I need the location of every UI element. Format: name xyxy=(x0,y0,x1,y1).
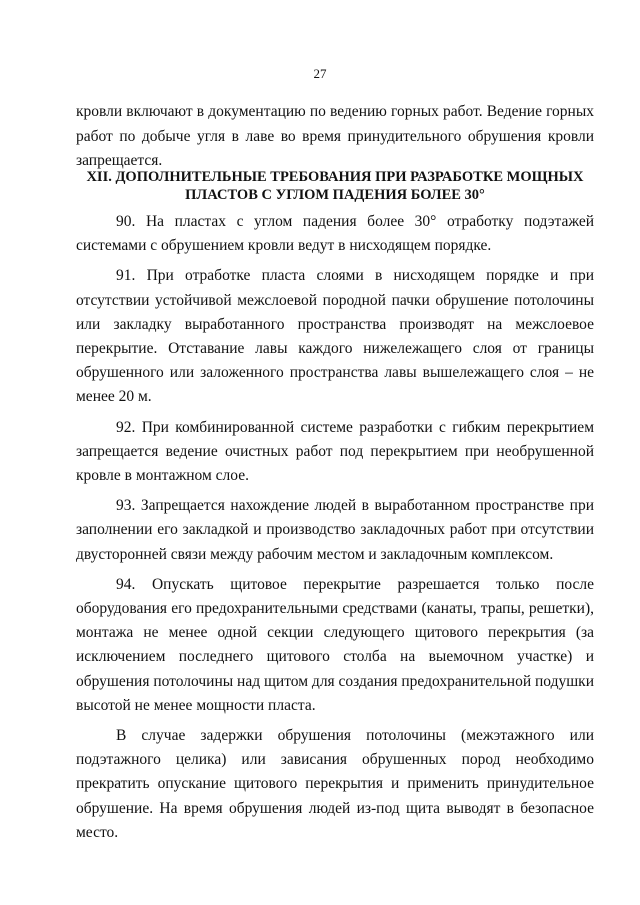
section-heading-line-2: ПЛАСТОВ С УГЛОМ ПАДЕНИЯ БОЛЕЕ 30° xyxy=(185,187,485,203)
page-number: 27 xyxy=(313,66,327,81)
paragraph-93: 93. Запрещается нахождение людей в выработанном пространстве при заполнении его закладкой и производство закладочных работ при отсутствии двусторонней связи между рабочим местом и закладочным комплексом. xyxy=(76,497,594,563)
intro-paragraph-block xyxy=(76,100,594,174)
paragraph-94-continuation: В случае задержки обрушения потолочины (межэтажного или подэтажного целика) или зависания обрушенных пород необходимо прекратить опускание щитового перекрытия и применить принудительное обрушение. На время обрушения людей из-под щита выводят в безопасное место. xyxy=(76,727,594,841)
intro-paragraph: кровли включают в документацию по ведению горных работ. Ведение горных работ по добыче угля в лаве во время принудительного обрушения кровли запрещается. xyxy=(76,103,594,169)
section-heading xyxy=(76,168,594,204)
paragraph-91: 91. При отработке пласта слоями в нисходящем порядке и при отсутствии устойчивой межслоевой породной пачки обрушение потолочины или закладку выработанного пространства производят на межслоевое перекрытие. Отставание лавы каждого нижележащего слоя от границы обрушенного или заложенного пространства лавы вышележащего слоя – не менее 20 м. xyxy=(76,267,594,406)
paragraph-90: 90. На пластах с углом падения более 30° отработку подэтажей системами с обрушением кровли ведут в нисходящем порядке. xyxy=(76,213,594,255)
section-body xyxy=(76,210,594,851)
paragraph-94: 94. Опускать щитовое перекрытие разрешается только после оборудования его предохранительными средствами (канаты, трапы, решетки), монтажа не менее одной секции следующего щитового перекрытия (за исключением последнего щитового столба на выемочном участке) и обрушения потолочины над щитом для создания предохранительной подушки высотой не менее мощности пласта. xyxy=(76,575,594,714)
section-heading-line-1: XII. ДОПОЛНИТЕЛЬНЫЕ ТРЕБОВАНИЯ ПРИ РАЗРАБОТКЕ МОЩНЫХ xyxy=(86,169,584,185)
paragraph-92: 92. При комбинированной системе разработки с гибким перекрытием запрещается ведение очистных работ под перекрытием при необрушенной кровле в монтажном слое. xyxy=(76,418,594,485)
